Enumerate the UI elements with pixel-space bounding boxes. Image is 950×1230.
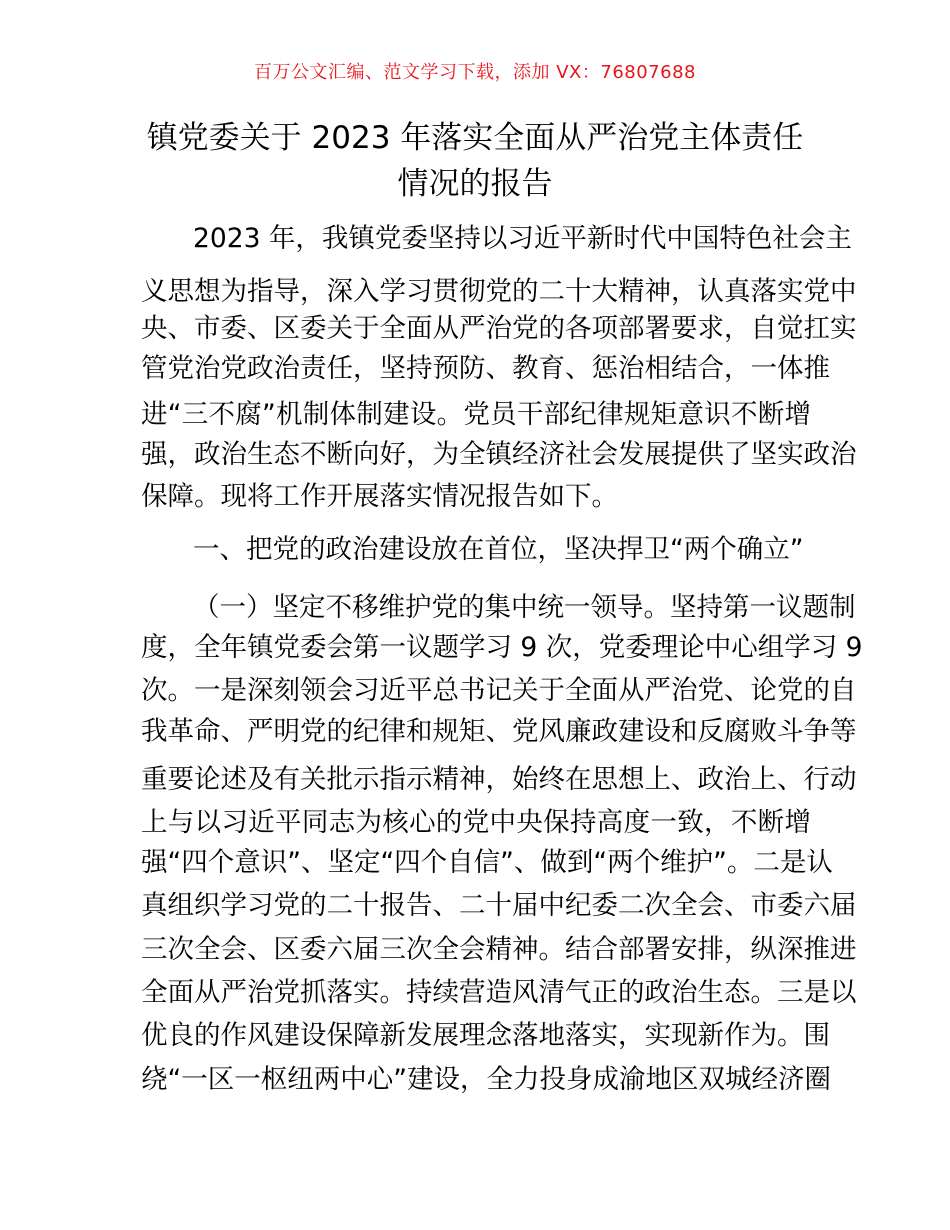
subsection-paragraph-line: 次。一是深刻领会习近平总书记关于全面从严治党、论党的自 bbox=[141, 675, 857, 706]
subsection-paragraph-line: 重要论述及有关批示指示精神，始终在思想上、政治上、行动 bbox=[141, 764, 857, 795]
document-title-line-2: 情况的报告 bbox=[397, 166, 553, 202]
intro-paragraph-line: 义思想为指导，深入学习贯彻党的二十大精神，认真落实党中 bbox=[141, 276, 857, 307]
intro-paragraph-line: 保障。现将工作开展落实情况报告如下。 bbox=[141, 481, 618, 512]
subsection-paragraph-line: 强“四个意识”、坚定“四个自信”、做到“两个维护”。二是认 bbox=[141, 847, 833, 878]
intro-paragraph-line: 强，政治生态不断向好，为全镇经济社会发展提供了坚实政治 bbox=[141, 439, 857, 470]
subsection-paragraph-line: 优良的作风建设保障新发展理念落地落实，实现新作为。围 bbox=[141, 1020, 830, 1051]
subsection-paragraph-line: 上与以习近平同志为核心的党中央保持高度一致，不断增 bbox=[141, 807, 811, 838]
intro-paragraph-line: 管党治党政治责任，坚持预防、教育、惩治相结合，一体推 bbox=[141, 353, 830, 384]
intro-paragraph-line: 2023 年，我镇党委坚持以习近平新时代中国特色社会主 bbox=[193, 223, 852, 254]
subsection-paragraph-line: （一）坚定不移维护党的集中统一领导。坚持第一议题制 bbox=[193, 592, 856, 623]
subsection-paragraph-line: 全面从严治党抓落实。持续营造风清气正的政治生态。三是以 bbox=[141, 977, 857, 1008]
document-title-line-1: 镇党委关于 2023 年落实全面从严治党主体责任 bbox=[146, 120, 804, 156]
intro-paragraph-line: 央、市委、区委关于全面从严治党的各项部署要求，自觉扛实 bbox=[141, 313, 857, 344]
subsection-paragraph-line: 真组织学习党的二十报告、二十届中纪委二次全会、市委六届 bbox=[141, 890, 857, 921]
section-heading: 一、把党的政治建设放在首位，坚决捍卫“两个确立” bbox=[193, 534, 804, 565]
intro-paragraph-line: 进“三不腐”机制体制建设。党员干部纪律规矩意识不断增 bbox=[141, 399, 811, 430]
subsection-paragraph-line: 三次全会、区委六届三次全会精神。结合部署安排，纵深推进 bbox=[141, 934, 857, 965]
subsection-paragraph-line: 绕“一区一枢纽两中心”建设，全力投身成渝地区双城经济圈 bbox=[141, 1064, 831, 1095]
subsection-paragraph-line: 度，全年镇党委会第一议题学习 9 次，党委理论中心组学习 9 bbox=[141, 632, 863, 663]
subsection-paragraph-line: 我革命、严明党的纪律和规矩、党风廉政建设和反腐败斗争等 bbox=[141, 716, 857, 747]
watermark-header: 百万公文汇编、范文学习下载，添加 VX：76807688 bbox=[254, 62, 696, 83]
